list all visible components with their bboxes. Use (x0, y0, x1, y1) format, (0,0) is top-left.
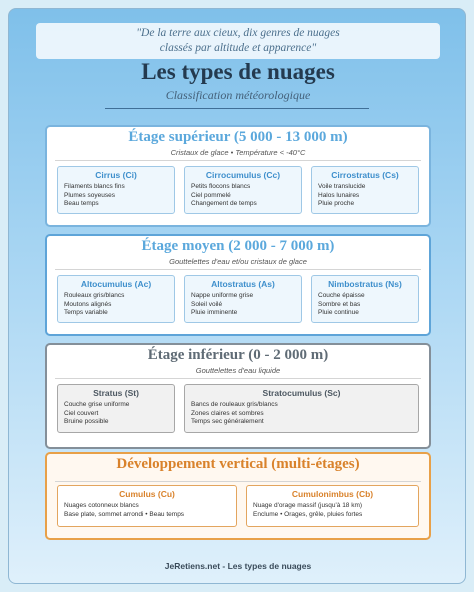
page-subtitle: Classification météorologique (165, 88, 311, 102)
footer-credit: JeRetiens.net - Les types de nuages (164, 561, 312, 571)
section-vertical-development (45, 452, 431, 540)
quote-box (36, 23, 440, 59)
cloud-trait: Zones claires et sombres (191, 409, 264, 417)
section-subtitle: Cristaux de glace • Température < -40°C (170, 148, 306, 157)
quote-line-2: classés par altitude et apparence" (159, 42, 317, 54)
quote-line-1: "De la terre aux cieux, dix genres de nuages (136, 27, 340, 39)
cloud-trait: Couche épaisse (318, 292, 365, 299)
cloud-trait: Changement de temps (191, 200, 257, 208)
cloud-trait: Petits flocons blancs (191, 183, 251, 190)
title-divider (105, 108, 369, 109)
cloud-trait: Voile translucide (318, 183, 366, 190)
cloud-name: Stratus (St) (93, 388, 139, 398)
cloud-card-altocumulus (57, 275, 175, 323)
cloud-trait: Soleil voilé (191, 300, 223, 308)
cloud-name: Cirrus (Ci) (95, 170, 137, 180)
cloud-trait: Ciel pommelé (191, 191, 231, 199)
cloud-card-cirrostratus (311, 166, 419, 214)
cloud-name: Cirrostratus (Cs) (331, 170, 399, 180)
cloud-trait: Bancs de rouleaux gris/blancs (191, 401, 278, 408)
section-title: Étage inférieur (0 - 2 000 m) (147, 347, 329, 363)
cloud-trait: Nuage d'orage massif (jusqu'à 18 km) (253, 502, 363, 509)
cloud-trait: Nuages cotonneux blancs (64, 502, 139, 509)
cloud-card-nimbostratus (311, 275, 419, 323)
infographic-page (8, 8, 466, 584)
cloud-trait: Nappe uniforme grise (191, 292, 254, 299)
cloud-trait: Pluie imminente (191, 309, 238, 317)
section-title: Développement vertical (multi-étages) (116, 456, 360, 472)
section-divider (55, 160, 421, 161)
section-title: Étage moyen (2 000 - 7 000 m) (141, 238, 335, 254)
section-divider (55, 378, 421, 379)
cloud-name: Altostratus (As) (211, 279, 275, 289)
cloud-trait: Pluie continue (318, 309, 359, 317)
cloud-trait: Couche grise uniforme (64, 401, 130, 408)
cloud-trait: Enclume • Orages, grêle, pluies fortes (253, 510, 363, 518)
cloud-trait: Base plate, sommet arrondi • Beau temps (64, 510, 185, 518)
cloud-card-altostratus (184, 275, 302, 323)
section-title: Étage supérieur (5 000 - 13 000 m) (128, 129, 348, 145)
cloud-name: Cumulonimbus (Cb) (291, 489, 374, 499)
cloud-trait: Bruine possible (64, 418, 109, 426)
cloud-trait: Temps sec généralement (191, 418, 264, 426)
page-title: Les types de nuages (141, 59, 335, 84)
section-upper-level (45, 125, 431, 227)
cloud-name: Nimbostratus (Ns) (328, 279, 402, 289)
cloud-name: Cumulus (Cu) (119, 489, 175, 499)
section-divider (55, 481, 421, 482)
section-lower-level (45, 343, 431, 449)
cloud-trait: Filaments blancs fins (64, 183, 125, 190)
cloud-trait: Ciel couvert (64, 409, 99, 417)
cloud-trait: Rouleaux gris/blancs (64, 292, 125, 299)
cloud-card-cumulus (57, 485, 237, 527)
cloud-trait: Temps variable (64, 309, 108, 317)
cloud-trait: Moutons alignés (64, 300, 112, 308)
cloud-card-cirrocumulus (184, 166, 302, 214)
cloud-name: Altocumulus (Ac) (80, 279, 152, 289)
cloud-card-cumulonimbus (246, 485, 419, 527)
cloud-trait: Beau temps (64, 200, 99, 208)
cloud-trait: Halos lunaires (318, 191, 360, 199)
section-divider (55, 269, 421, 270)
cloud-trait: Pluie proche (318, 200, 355, 208)
cloud-card-stratocumulus (184, 384, 419, 433)
cloud-name: Stratocumulus (Sc) (262, 388, 341, 398)
section-middle-level (45, 234, 431, 336)
cloud-card-stratus (57, 384, 175, 433)
section-subtitle: Gouttelettes d'eau et/ou cristaux de glace (169, 257, 307, 266)
section-subtitle: Gouttelettes d'eau liquide (195, 366, 281, 375)
cloud-trait: Plumes soyeuses (64, 191, 115, 199)
cloud-trait: Sombre et bas (318, 300, 361, 308)
cloud-card-cirrus (57, 166, 175, 214)
cloud-name: Cirrocumulus (Cc) (205, 170, 281, 180)
